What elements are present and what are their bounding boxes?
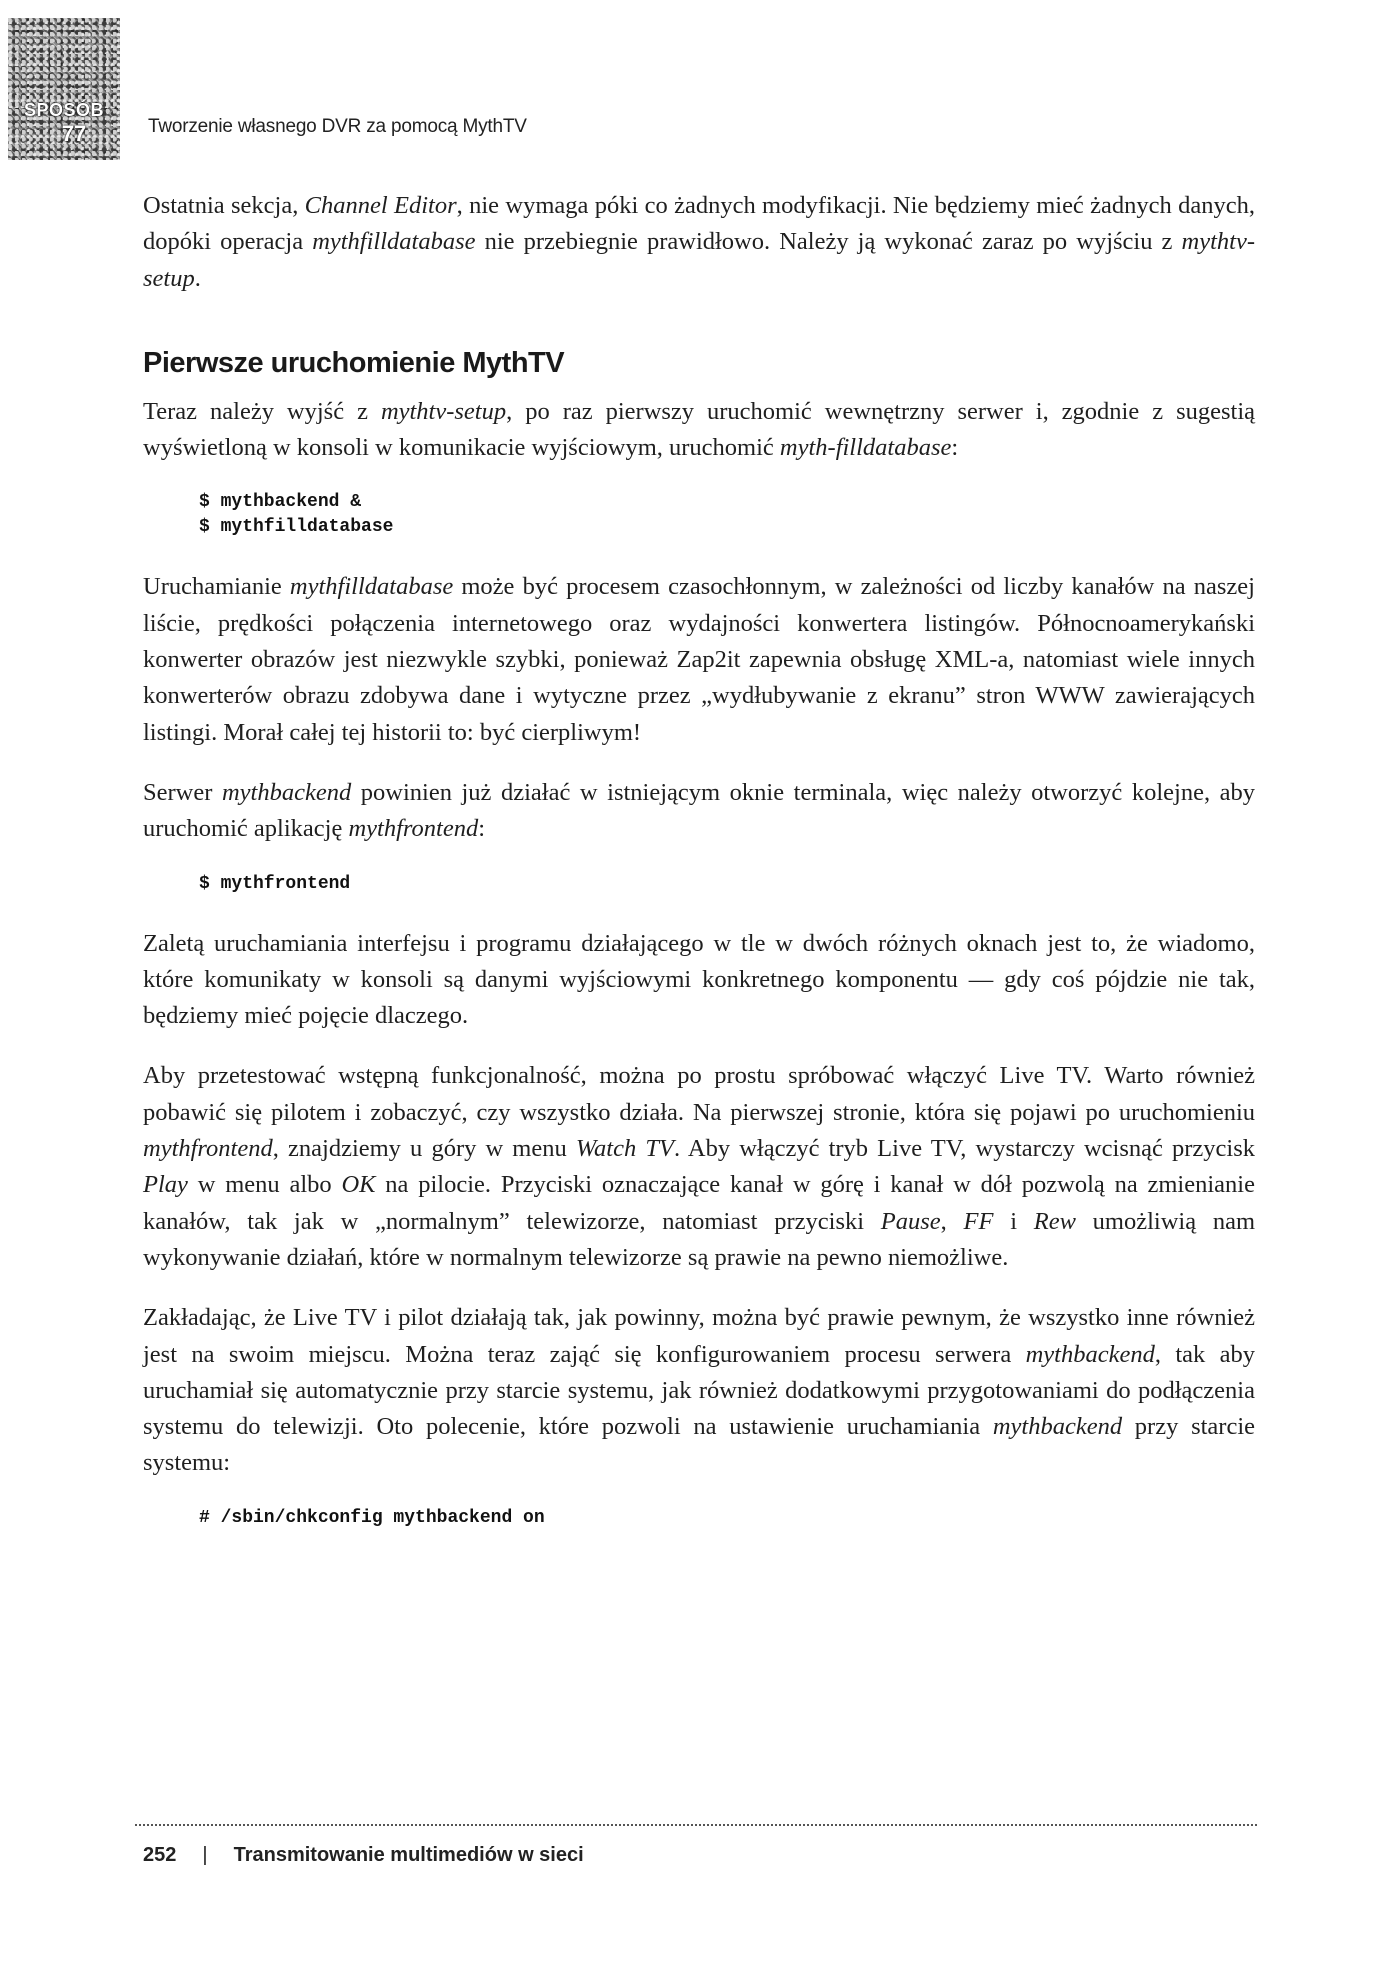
footer-separator: | [202, 1844, 208, 1866]
page-footer [143, 1844, 584, 1867]
paragraph-2: Teraz należy wyjść z mythtv-setup, po raz pierwszy uruchomić wewnętrzny serwer i, zgodnie z sugestią wyświetloną w konsoli w komunikacie wyjściowym, uruchomić myth-filldatabase: [143, 397, 1256, 462]
paragraph-1: Ostatnia sekcja, Channel Editor, nie wymaga póki co żadnych modyfikacji. Nie będziemy mieć żadnych danych, dopóki operacja mythfilldatabase nie przebiegnie prawidłowo. Należy ją wykonać zaraz po wyjściu z mythtv-setup. [143, 192, 1255, 292]
section-heading: Pierwsze uruchomienie MythTV [143, 346, 565, 379]
code-block-2: $ mythfrontend [199, 873, 351, 894]
paragraph-6: Aby przetestować wstępną funkcjonalność, można po prostu spróbować włączyć Live TV. Warto również pobawić się pilotem i zobaczyć, czy wszystko działa. Na pierwszej stronie, która się pojawi po uruchomieniu mythfrontend, znajdziemy u góry w menu Watch TV. Aby włączyć tryb Live TV, wystarczy wcisnąć przycisk Play w menu albo OK na pilocie. Przyciski oznaczające kanał w górę i kanał w dół pozwolą na zmienianie kanałów, tak jak w „normalnym” telewizorze, natomiast przyciski Pause, FF i Rew umożliwią nam wykonywanie działań, które w normalnym telewizorze są prawie na pewno niemożliwe. [143, 1062, 1256, 1271]
page-number: 252 [143, 1844, 177, 1866]
code-block-3: # /sbin/chkconfig mythbackend on [199, 1507, 545, 1528]
code-block-1: $ mythbackend & $ mythfilldatabase [199, 492, 394, 538]
section-badge [8, 18, 120, 160]
badge-number: 77 [61, 121, 87, 146]
paragraph-7: Zakładając, że Live TV i pilot działają tak, jak powinny, można być prawie pewnym, że wszystko inne również jest na swoim miejscu. Można teraz zająć się konfigurowaniem procesu serwera mythbackend, tak aby uruchamiał się automatycznie przy starcie systemu, jak również dodatkowymi przygotowaniami do podłączenia systemu do telewizji. Oto polecenie, które pozwoli na ustawienie uruchamiania mythbackend przy starcie systemu: [143, 1304, 1256, 1477]
paragraph-4: Serwer mythbackend powinien już działać w istniejącym oknie terminala, więc należy otworzyć kolejne, aby uruchomić aplikację mythfrontend: [143, 778, 1256, 843]
paragraph-5: Zaletą uruchamiania interfejsu i programu działającego w tle w dwóch różnych oknach jest to, że wiadomo, które komunikaty w konsoli są danymi wyjściowymi konkretnego komponentu — gdy coś pójdzie nie tak, będziemy mieć pojęcie dlaczego. [143, 929, 1255, 1030]
running-title: Tworzenie własnego DVR za pomocą MythTV [148, 116, 527, 137]
chapter-title: Transmitowanie multimediów w sieci [233, 1844, 584, 1866]
badge-word: SPOSÓB [23, 100, 105, 120]
paragraph-3: Uruchamianie mythfilldatabase może być procesem czasochłonnym, w zależności od liczby kanałów na naszej liście, prędkości połączenia internetowego oraz wydajności konwertera listingów. Północnoamerykański konwerter obrazów jest niezwykle szybki, ponieważ Zap2it zapewnia obsługę XML-a, natomiast wiele innych konwerterów obrazu zdobywa dane i wytyczne przez „wydłubywanie z ekranu” stron WWW zawierających listingi. Morał całej tej historii to: być cierpliwym! [143, 573, 1255, 746]
footer-divider [135, 1824, 1257, 1826]
main-text [143, 188, 1255, 1560]
